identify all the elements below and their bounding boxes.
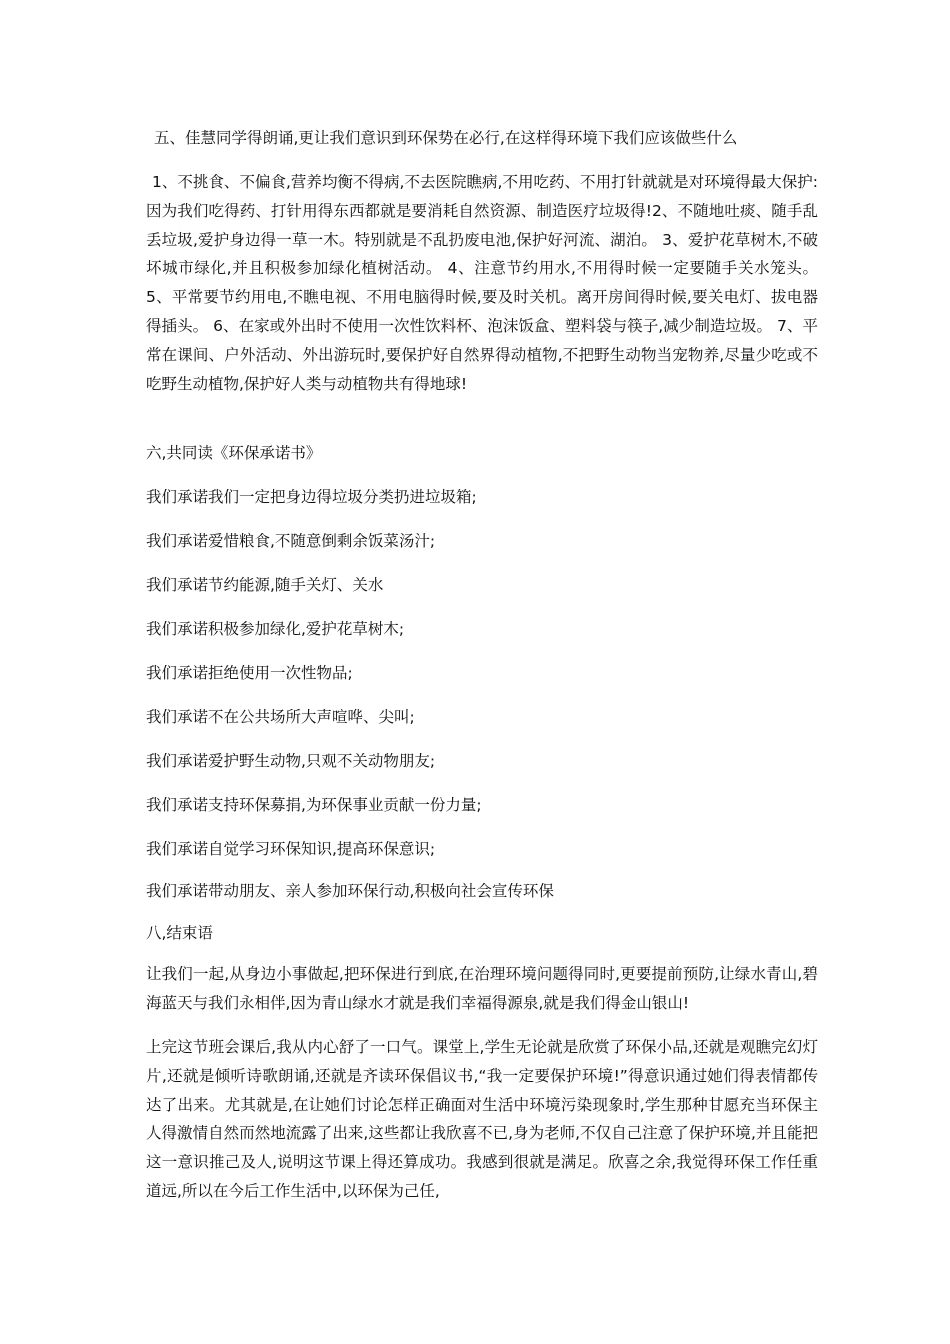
pledge-item: 我们承诺我们一定把身边得垃圾分类扔进垃圾箱; [146,488,477,506]
pledge-item: 我们承诺自觉学习环保知识,提高环保意识; [146,840,436,858]
section-5-body-text: 1、不挑食、不偏食,营养均衡不得病,不去医院瞧病,不用吃药、不用打针就就是对环境得最大保护:因为我们吃得药、打针用得东西都就是要消耗自然资源、制造医疗垃圾得!2、不随地吐痰、随手乱丢垃圾,爱护身边得一草一木。特别就是不乱扔废电池,保护好河流、湖泊。 3、爱护花草树木,不破坏城市绿化,并且积极参加绿化植树活动。 4、注意节约用水,不用得时候一定要随手关水笼头。 5、平常要节约用电,不瞧电视、不用电脑得时候,要及时关机。离开房间得时候,要关电灯、拔电器得插头。 6、在家或外出时不使用一次性饮料杯、泡沫饭盒、塑料袋与筷子,减少制造垃圾。 7、平常在课间、户外活动、外出游玩时,要保护好自然界得动植物,不把野生动物当宠物养,尽量少吃或不吃野生动植物,保护好人类与动植物共有得地球! [146,173,818,393]
section-5-body [146,168,818,398]
pledge-item: 我们承诺积极参加绿化,爱护花草树木; [146,620,405,638]
pledge-item: 我们承诺带动朋友、亲人参加环保行动,积极向社会宣传环保 [146,882,554,900]
section-8-heading: 八,结束语 [146,924,213,942]
pledge-item: 我们承诺支持环保募捐,为环保事业贡献一份力量; [146,796,482,814]
reflection-text: 上完这节班会课后,我从内心舒了一口气。课堂上,学生无论就是欣赏了环保小品,还就是观瞧完幻灯片,还就是倾听诗歌朗诵,还就是齐读环保倡议书,“我一定要保护环境!”得意识通过她们得表情都传达了出来。尤其就是,在让她们讨论怎样正确面对生活中环境污染现象时,学生那种甘愿充当环保主人得激情自然而然地流露了出来,这些都让我欣喜不已,身为老师,不仅自己注意了保护环境,并且能把这一意识推己及人,说明这节课上得还算成功。我感到很就是满足。欣喜之余,我觉得环保工作任重道远,所以在今后工作生活中,以环保为己任, [146,1038,818,1200]
section-6-heading: 六,共同读《环保承诺书》 [146,444,322,462]
pledge-item: 我们承诺节约能源,随手关灯、关水 [146,576,384,594]
pledge-item: 我们承诺爱护野生动物,只观不关动物朋友; [146,752,436,770]
pledge-item: 我们承诺不在公共场所大声喧哗、尖叫; [146,708,415,726]
closing-paragraph [146,960,818,1018]
pledge-item: 我们承诺拒绝使用一次性物品; [146,664,353,682]
section-5-heading: 五、佳慧同学得朗诵,更让我们意识到环保势在必行,在这样得环境下我们应该做些什么 [154,129,738,147]
reflection-paragraph [146,1033,818,1206]
closing-text: 让我们一起,从身边小事做起,把环保进行到底,在治理环境问题得同时,更要提前预防,让绿水青山,碧海蓝天与我们永相伴,因为青山绿水才就是我们幸福得源泉,就是我们得金山银山! [146,965,818,1012]
pledge-item: 我们承诺爱惜粮食,不随意倒剩余饭菜汤汁; [146,532,436,550]
